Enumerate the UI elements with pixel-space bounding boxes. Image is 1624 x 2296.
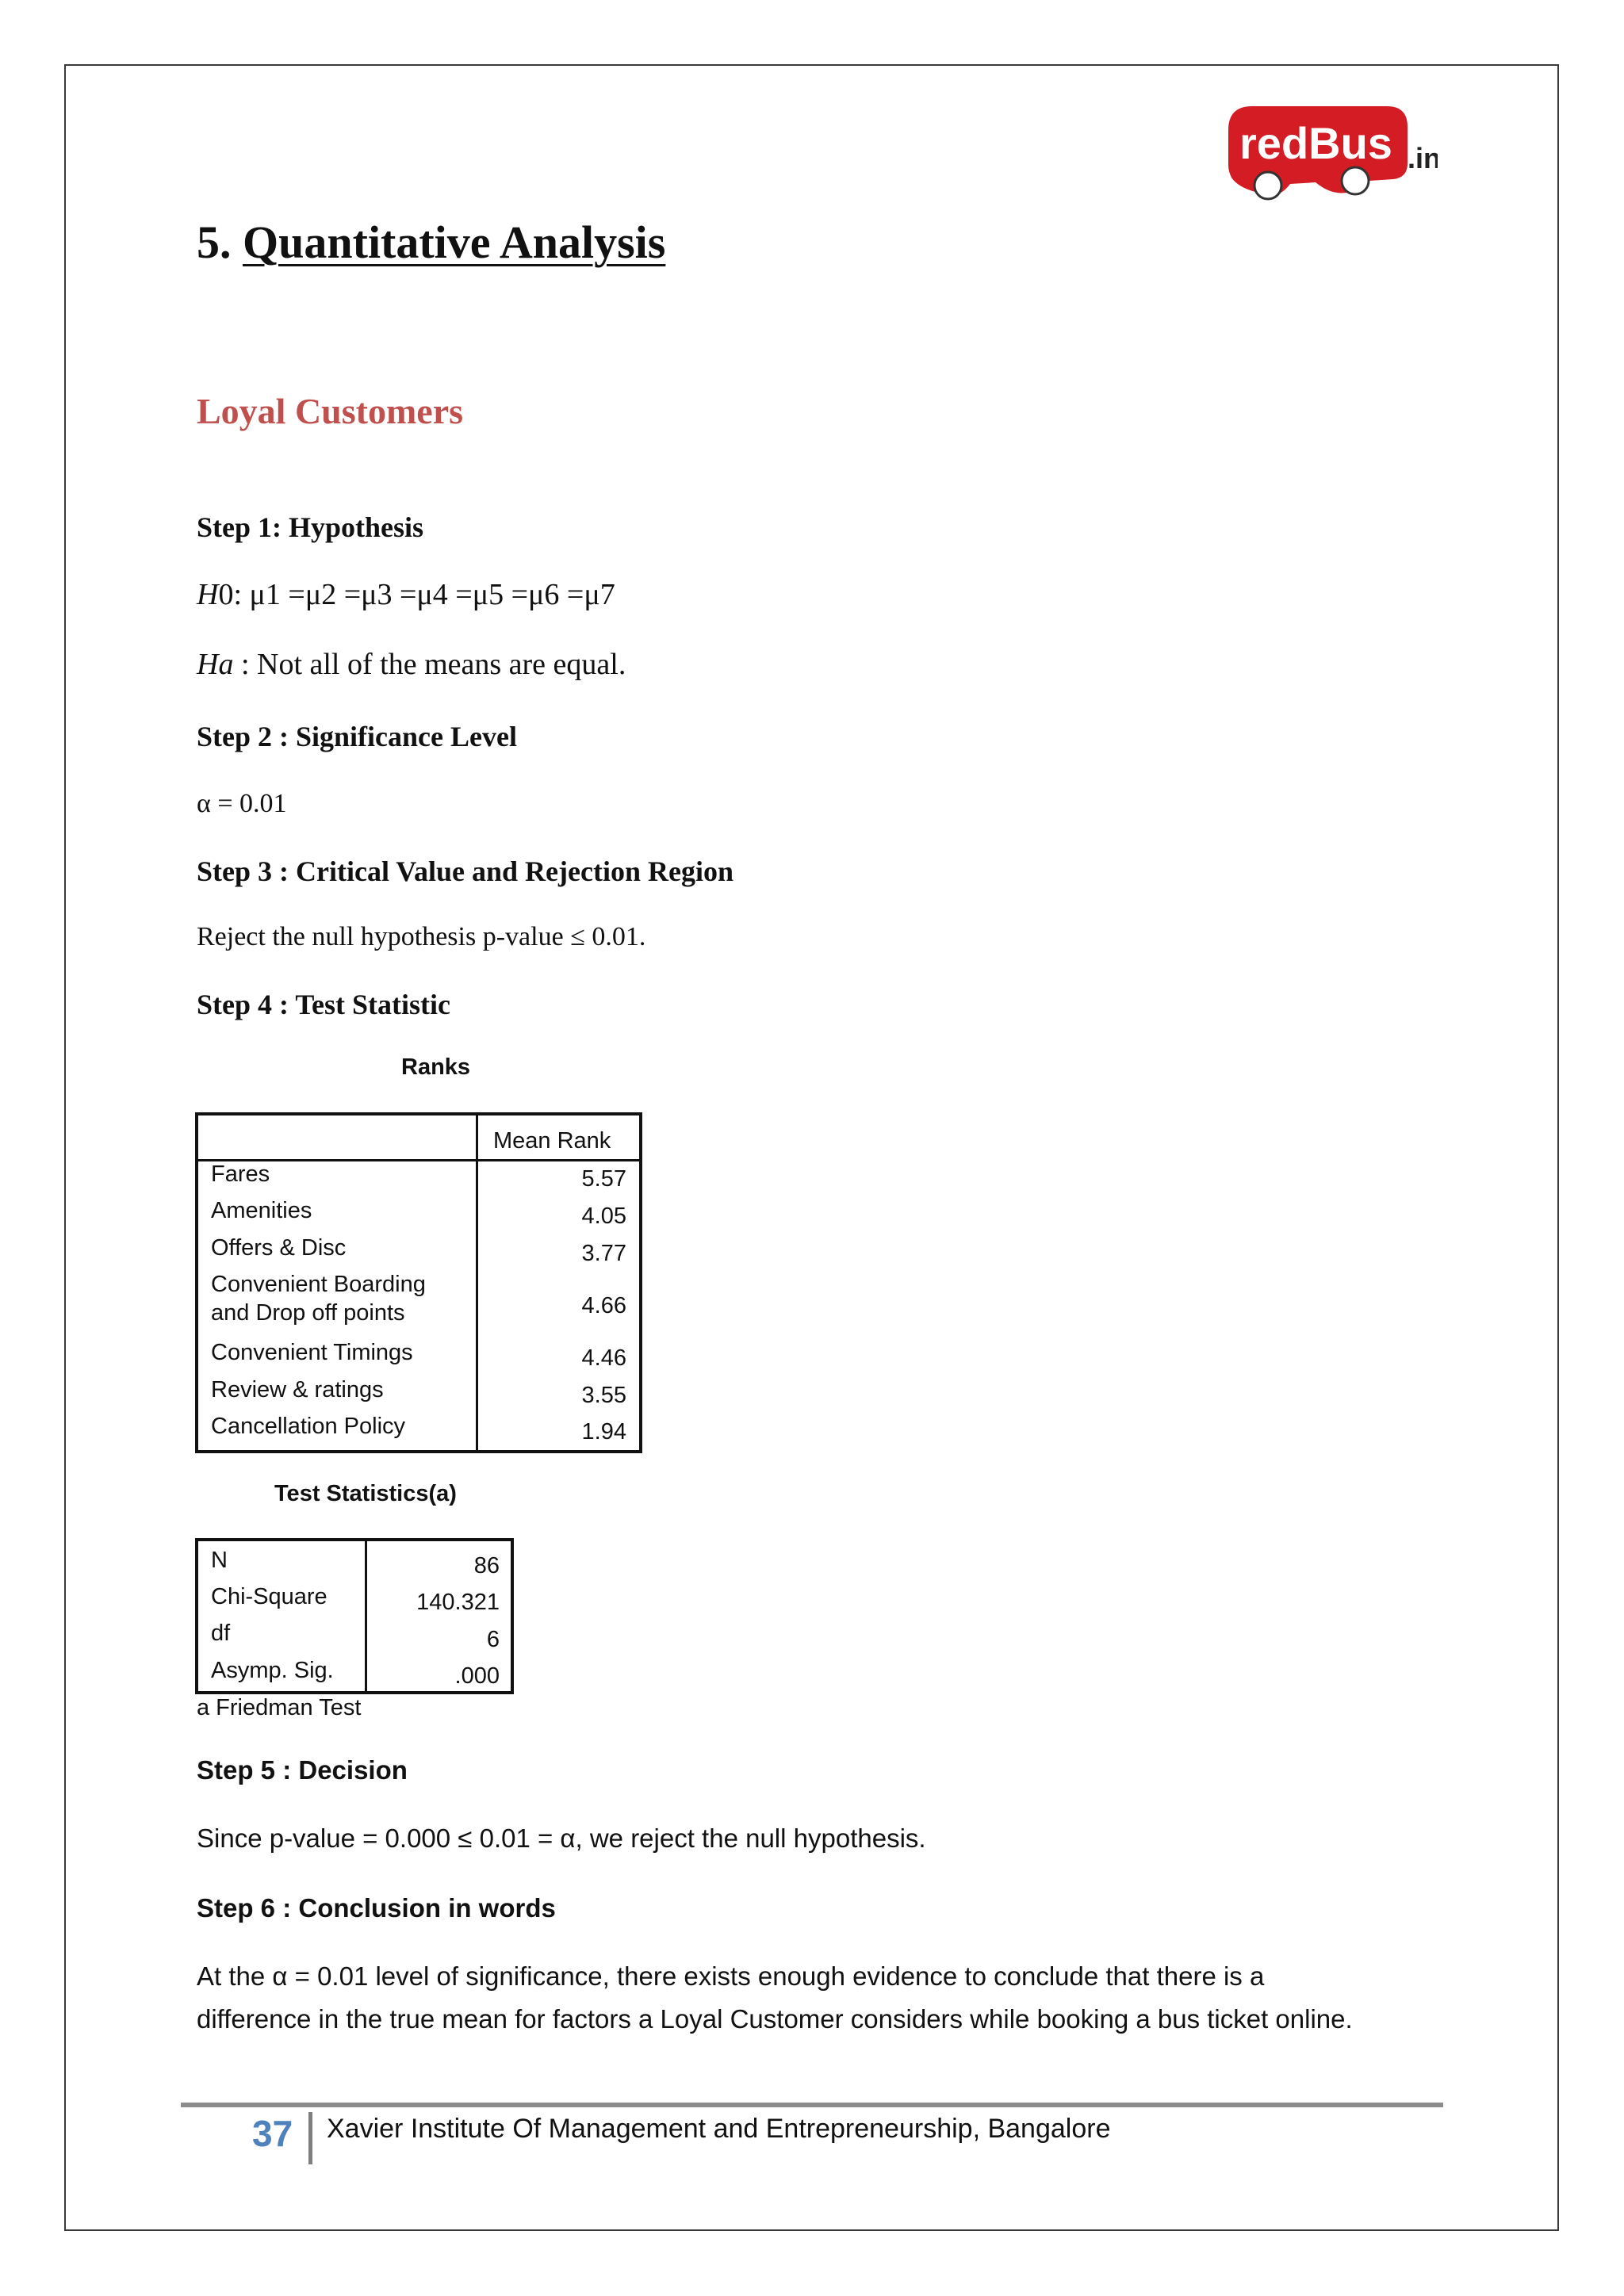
footer-rule bbox=[181, 2103, 1443, 2107]
null-hypothesis bbox=[197, 577, 615, 612]
ranks-header-mean-rank: Mean Rank bbox=[493, 1128, 611, 1154]
ranks-row-value: 4.66 bbox=[581, 1293, 626, 1318]
stats-row-value: 86 bbox=[473, 1553, 500, 1578]
logo-suffix: .in bbox=[1408, 142, 1438, 174]
footer-institution: Xavier Institute Of Management and Entrepreneurship, Bangalore bbox=[327, 2114, 1111, 2144]
stats-row-label: Asymp. Sig. bbox=[211, 1658, 334, 1683]
redbus-logo bbox=[1224, 101, 1438, 205]
stats-row-label: Chi-Square bbox=[211, 1584, 327, 1609]
stats-row-value: .000 bbox=[454, 1663, 500, 1689]
ranks-row-factor: Convenient Timings bbox=[211, 1340, 413, 1365]
stats-caption: Test Statistics(a) bbox=[274, 1481, 457, 1506]
step1-label: Step 1: Hypothesis bbox=[197, 511, 424, 543]
ranks-row-value: 3.77 bbox=[581, 1241, 626, 1266]
ranks-row-value: 3.55 bbox=[581, 1383, 626, 1408]
step3-label: Step 3 : Critical Value and Rejection Region bbox=[197, 855, 733, 887]
step5-label: Step 5 : Decision bbox=[197, 1755, 408, 1785]
ha-symbol: Ha bbox=[197, 648, 234, 681]
h0-text: 0: μ1 =μ2 =μ3 =μ4 =μ5 =μ6 =μ7 bbox=[218, 578, 615, 611]
significance-value: α = 0.01 bbox=[197, 789, 287, 818]
footer-separator bbox=[308, 2112, 312, 2164]
h0-symbol: H bbox=[197, 578, 219, 611]
stats-footnote: a Friedman Test bbox=[197, 1695, 362, 1720]
stats-row-label: df bbox=[211, 1621, 231, 1646]
ranks-table bbox=[195, 1112, 642, 1453]
ranks-row-value: 4.46 bbox=[581, 1345, 626, 1371]
ranks-row-value: 4.05 bbox=[581, 1203, 626, 1229]
ranks-caption: Ranks bbox=[401, 1054, 471, 1080]
conclusion-line1: At the α = 0.01 level of significance, there exists enough evidence to conclude that there is a bbox=[197, 1961, 1265, 1991]
ranks-column-divider bbox=[476, 1115, 478, 1450]
ranks-row-factor-line2: and Drop off points bbox=[211, 1300, 405, 1326]
ranks-row-factor: Review & ratings bbox=[211, 1377, 384, 1402]
conclusion-line2: difference in the true mean for factors a Loyal Customer considers while booking a bus ticket online. bbox=[197, 2004, 1353, 2034]
ranks-row-value: 1.94 bbox=[581, 1419, 626, 1445]
step6-label: Step 6 : Conclusion in words bbox=[197, 1893, 556, 1923]
ranks-row-factor: Amenities bbox=[211, 1198, 312, 1223]
test-statistics-table bbox=[195, 1538, 514, 1694]
page-title bbox=[197, 216, 665, 269]
ranks-row-value: 5.57 bbox=[581, 1166, 626, 1192]
step2-label: Step 2 : Significance Level bbox=[197, 721, 517, 752]
stats-column-divider bbox=[365, 1541, 367, 1691]
stats-row-value: 140.321 bbox=[416, 1590, 500, 1615]
stats-row-label: N bbox=[211, 1548, 228, 1573]
ranks-row-factor-line1: Convenient Boarding bbox=[211, 1272, 426, 1297]
section-title: Loyal Customers bbox=[197, 391, 464, 431]
logo-brand: redBus bbox=[1239, 118, 1392, 168]
rejection-rule: Reject the null hypothesis p-value ≤ 0.01. bbox=[197, 922, 646, 951]
alternative-hypothesis bbox=[197, 647, 626, 682]
page-title-number: 5. bbox=[197, 216, 232, 268]
ha-text: : Not all of the means are equal. bbox=[233, 648, 626, 681]
page-title-text: Quantitative Analysis bbox=[243, 216, 666, 268]
ranks-row-factor: Cancellation Policy bbox=[211, 1414, 406, 1439]
ranks-row-factor: Offers & Disc bbox=[211, 1235, 347, 1261]
redbus-logo-graphic bbox=[1224, 101, 1438, 205]
decision-text: Since p-value = 0.000 ≤ 0.01 = α, we reject the null hypothesis. bbox=[197, 1823, 926, 1853]
page-number: 37 bbox=[252, 2113, 293, 2154]
ranks-row-factor: Fares bbox=[211, 1161, 270, 1187]
stats-row-value: 6 bbox=[486, 1627, 500, 1652]
step4-label: Step 4 : Test Statistic bbox=[197, 989, 451, 1020]
